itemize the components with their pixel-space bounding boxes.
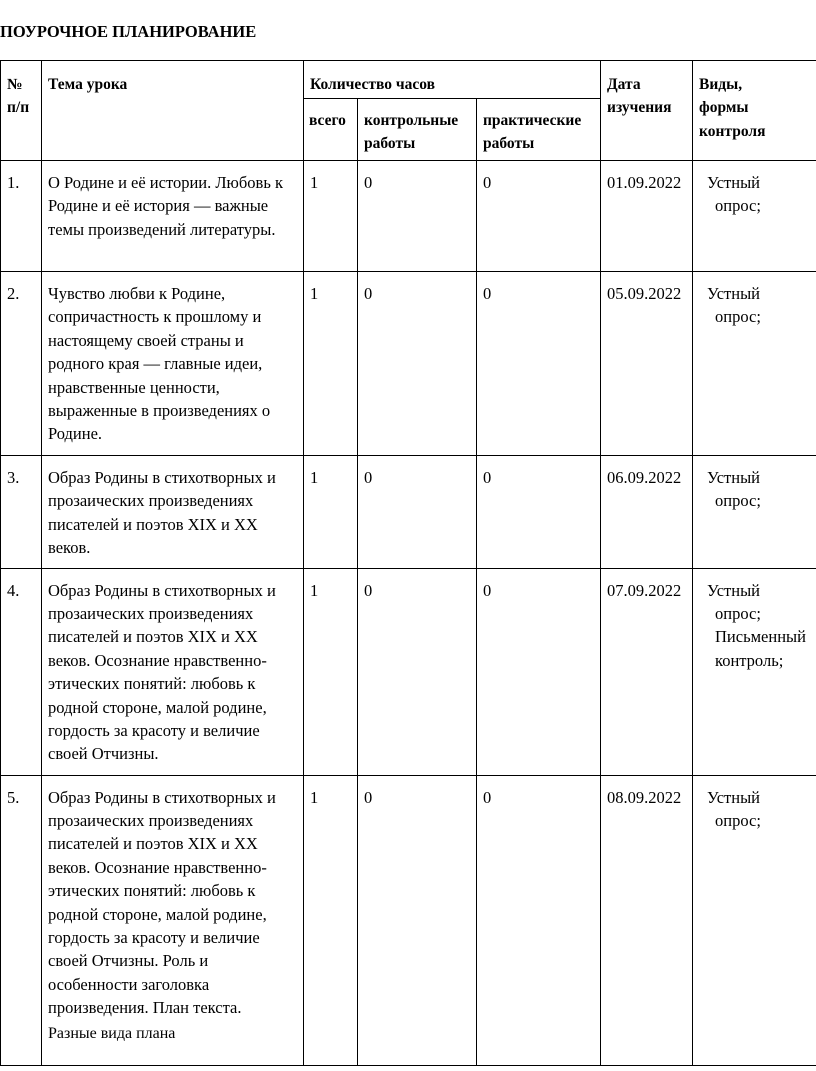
header-date-line2: изучения [607, 99, 672, 117]
control-line2: опрос; [715, 811, 761, 831]
header-control-line3: контроля [699, 122, 766, 140]
header-hours: Количество часов [304, 61, 601, 99]
row-practical: 0 [477, 272, 601, 456]
row-topic: Образ Родины в стихотворных и прозаических произведениях писателей и поэтов XIX и XX веков. Осознание нравственно-этических понятий: любовь к родной стороне, малой родине, гордость за красоту и величие своей Отчизны. [42, 568, 304, 775]
header-topic: Тема урока [42, 61, 304, 161]
row-total: 1 [304, 161, 358, 272]
control-line3: Письменный [715, 627, 806, 647]
control-line1: Устный [707, 580, 760, 600]
row-num: 4. [1, 568, 42, 775]
row-topic: Образ Родины в стихотворных и прозаических произведениях писателей и поэтов XIX и XX веков. [42, 456, 304, 569]
row-total: 1 [304, 456, 358, 569]
row-control [693, 568, 816, 775]
control-line2: опрос; [715, 196, 761, 216]
row-total: 1 [304, 775, 358, 1065]
header-date [601, 61, 693, 161]
row-topic [42, 775, 304, 1065]
row-tests: 0 [358, 568, 477, 775]
row-practical: 0 [477, 456, 601, 569]
header-control-line2: формы [699, 99, 749, 117]
row-control [693, 161, 816, 272]
row-practical: 0 [477, 161, 601, 272]
header-num-line1: № [7, 76, 23, 93]
row-num: 2. [1, 272, 42, 456]
table-row [1, 272, 816, 456]
row-date: 07.09.2022 [601, 568, 693, 775]
header-tests-line2: работы [364, 135, 416, 153]
row-topic: Чувство любви к Родине, сопричастность к прошлому и настоящему своей страны и родного края — главные идеи, нравственные ценности, выраженные в произведениях о Родине. [42, 272, 304, 456]
header-practical-line2: работы [483, 135, 535, 153]
table-row [1, 456, 816, 569]
header-row [1, 61, 816, 99]
row-practical: 0 [477, 775, 601, 1065]
table-row [1, 568, 816, 775]
lesson-plan-table [0, 60, 816, 1066]
row-control [693, 775, 816, 1065]
header-tests [358, 99, 477, 161]
control-line1: Устный [707, 173, 760, 192]
row-topic: О Родине и её истории. Любовь к Родине и её история — важные темы произведений литературы. [42, 161, 304, 272]
header-control [693, 61, 816, 161]
row-tests: 0 [358, 161, 477, 272]
control-line1: Устный [707, 284, 760, 303]
header-num-line2: п/п [7, 99, 30, 117]
row-num: 5. [1, 775, 42, 1065]
row-tests: 0 [358, 775, 477, 1065]
row-date: 06.09.2022 [601, 456, 693, 569]
header-num [1, 61, 42, 161]
row-date: 01.09.2022 [601, 161, 693, 272]
control-line2: опрос; [715, 604, 761, 624]
table-row [1, 775, 816, 1065]
row-control [693, 272, 816, 456]
row-topic-extra: Разные вида плана [48, 1024, 176, 1042]
control-line2: опрос; [715, 491, 761, 511]
row-total: 1 [304, 568, 358, 775]
control-line2: опрос; [715, 307, 761, 327]
header-date-line1: Дата [607, 76, 641, 93]
page-title: ПОУРОЧНОЕ ПЛАНИРОВАНИЕ [0, 22, 257, 41]
row-num: 3. [1, 456, 42, 569]
row-practical: 0 [477, 568, 601, 775]
row-date: 08.09.2022 [601, 775, 693, 1065]
header-control-line1: Виды, [699, 76, 743, 93]
row-date: 05.09.2022 [601, 272, 693, 456]
row-control [693, 456, 816, 569]
control-line1: Устный [707, 787, 760, 807]
row-num: 1. [1, 161, 42, 272]
header-practical [477, 99, 601, 161]
header-tests-line1: контрольные [364, 112, 459, 129]
row-topic-text: Образ Родины в стихотворных и прозаических произведениях писателей и поэтов XIX и XX веков. Осознание нравственно-этических понятий: любовь к родной стороне, малой родине, гордость за красоту и величие своей Отчизны. Роль и особенности заголовка произведения. План текста. [48, 787, 276, 1018]
row-tests: 0 [358, 456, 477, 569]
row-total: 1 [304, 272, 358, 456]
row-tests: 0 [358, 272, 477, 456]
control-line4: контроль; [715, 650, 784, 670]
table-row [1, 161, 816, 272]
control-line1: Устный [707, 468, 760, 487]
header-total: всего [304, 99, 358, 161]
header-practical-line1: практические [483, 112, 582, 129]
